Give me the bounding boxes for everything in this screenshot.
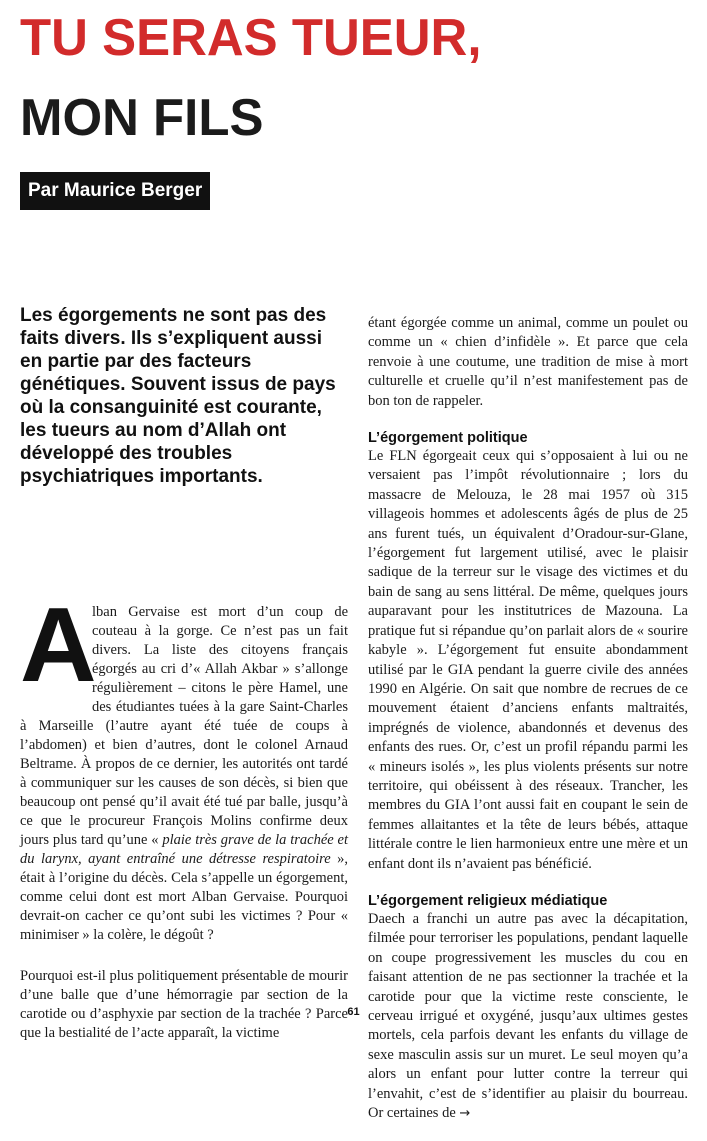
drop-cap: A — [20, 586, 97, 704]
paragraph-text: lban Gervaise est mort d’un coup de couteau à la gorge. Ce n’est pas un fait divers. La liste des citoyens français égorgés au cri d’« Allah Akbar » s’allonge régulièrement – citons le père Hamel, une des étudiantes tuées à la gare Saint-Charles à Marseille (l’autre ayant été tuée de coups à l’abdomen) et bien d’autres, dont le colonel Arnaud Beltrame. À propos de ce dernier, les autorités ont tardé à communiquer sur les causes de son décès, si bien que beaucoup ont pensé qu’il avait été tué par balle, jusqu’à ce que le procureur François Molins confirme deux jours plus tard qu’une « — [20, 604, 348, 848]
left-column — [20, 586, 349, 1065]
title-line-1: TU SERAS TUEUR, — [20, 9, 482, 67]
page-number: 61 — [347, 1006, 360, 1018]
lead-paragraph: Les égorgements ne sont pas des faits divers. Ils s’expliquent aussi en partie par des facteurs génétiques. Souvent issus de pays où la consanguinité est courante, les tueurs au nom d’Allah ont développé des troubles psychiatriques importants. — [20, 305, 336, 487]
subheading: L’égorgement politique — [368, 430, 528, 447]
title-line-2: MON FILS — [20, 89, 264, 147]
body-paragraph: étant égorgée comme un animal, comme un poulet ou comme un « chien d’infidèle ». Et parce que cela renvoie à une coutume, une tradition de mise à mort culturelle et cruelle qu’il n’est manifestement pas de bon ton de rappeler. — [368, 315, 688, 409]
body-paragraph: Pourquoi est-il plus politiquement présentable de mourir d’une balle que d’une hémorragie par section de la carotide ou d’asphyxie par section de la trachée ? Parce que la bestialité de l’acte apparaît, la victime — [20, 968, 348, 1041]
byline: Par Maurice Berger — [20, 172, 210, 210]
body-paragraph: Le FLN égorgeait ceux qui s’opposaient à lui ou ne versaient pas l’impôt révolutionnaire ; lors du massacre de Melouza, le 28 mai 1957 où 315 villageois hommes et adolescents âgés de plus de 25 ans furent tués, un équivalent d’Oradour-sur-Glane, l’égorgement fut largement utilisé, avec le plaisir sadique de la terreur sur le visage des victimes et du bain de sang au sens littéral. De même, quelques jours auparavant pour les institutrices de Mazouna. La pratique fut si répandue qu’on parlait alors de « sourire kabyle ». L’égorgement fut ensuite abondamment utilisé par le GIA pendant la guerre civile des années 1990 en Algérie. On sait que nombre de recrues de ce mouvement étaient d’anciens enfants maltraités, imprégnés de violence, abandonnés et devenus des enfants des rues. Or, c’est un profil répandu parmi les « mineurs isolés », les plus violents présents sur notre territoire, qui obéissent à des réseaux. Trancher, les membres du GIA l’ont aussi fait en coupant le sein de femmes allaitantes et la tête de leurs bébés, attaque littérale contre le lien harmonieux entre une mère et un enfant dont ils n’avaient pas bénéficié. — [368, 448, 688, 872]
continue-arrow-icon: → — [459, 1106, 471, 1122]
subheading: L’égorgement religieux médiatique — [368, 892, 608, 909]
paragraph-text: », était à l’origine du décès. Cela s’appelle un égorgement, comme celui dont est mort Alban Gervaise. Pourquoi devrait-on cacher ce qu’ont subi les victimes ? Pour « minimiser » la colère, le dégoût ? — [20, 851, 349, 943]
quote-italic: plaie très grave de la trachée et du larynx, ayant entraîné une détresse respiratoire — [20, 832, 349, 867]
paragraph-text: Daech a franchi un autre pas avec la décapitation, filmée pour terroriser les populations, pendant laquelle on coupe progressivement les muscles du cou en faisant attention de ne pas sectionner la trachée et la carotide pour que la victime reste consciente, le cerveau irrigué et oxygéné, jusqu’aux ultimes gestes mortels, cela parfois devant les enfants du village de sexe masculin assis sur un muret. Le seul moyen qu’a alors un enfant pour lutter contre la terreur qui l’envahit, c’est de s’identifier au plaisir du bourreau. Or certaines de — [368, 910, 688, 1122]
